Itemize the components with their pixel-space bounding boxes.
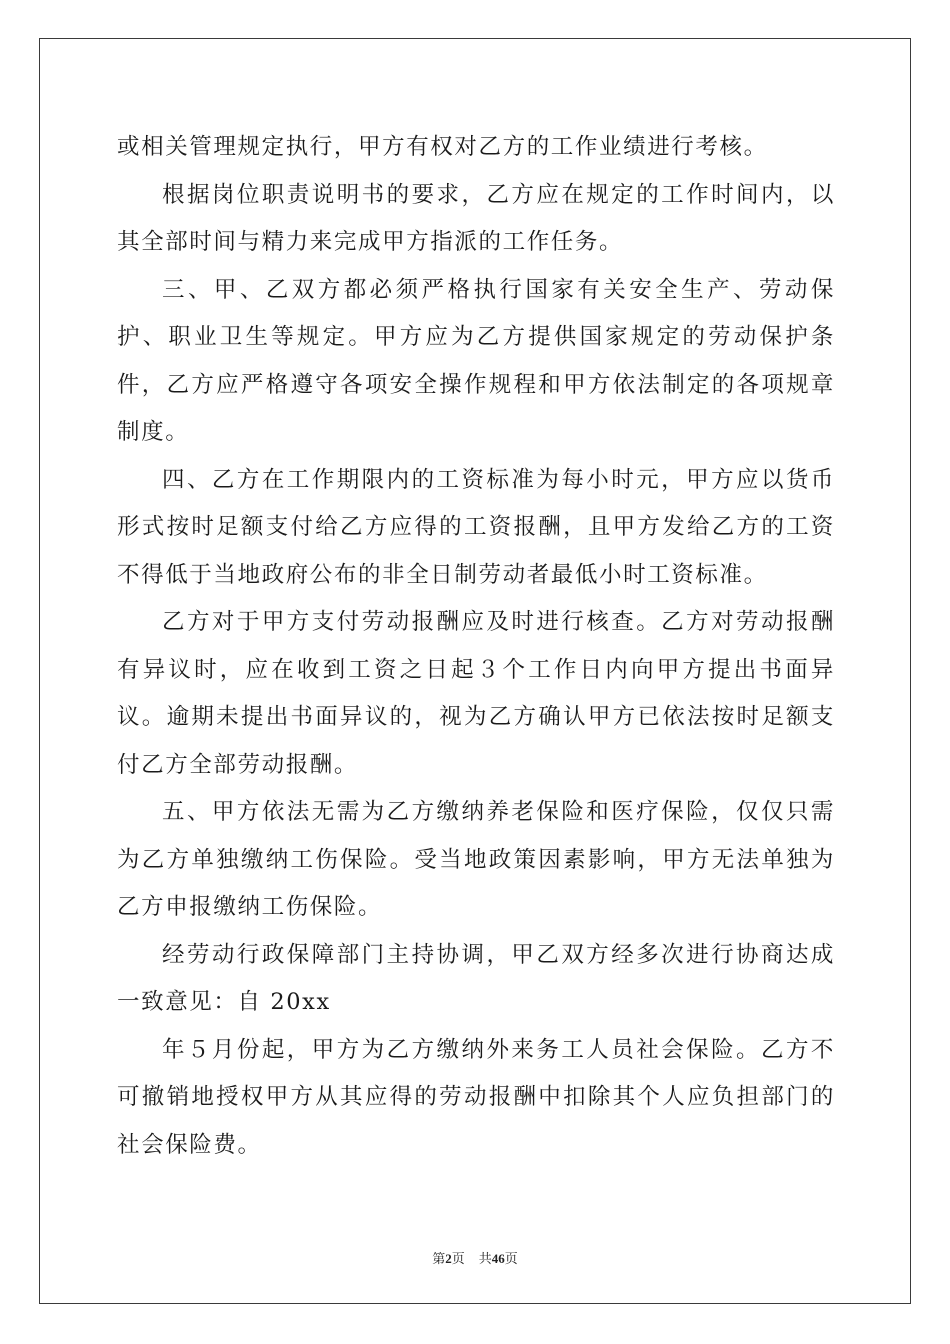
paragraph-2: 根据岗位职责说明书的要求，乙方应在规定的工作时间内，以其全部时间与精力来完成甲方指派的工作任务。 [117,181,835,255]
footer-total-prefix: 共 [478,1251,492,1266]
paragraph-7: 经劳动行政保障部门主持协调，甲乙双方经多次进行协商达成一致意见：自 20xx [117,941,835,1015]
document-body [117,124,835,1169]
paragraph-3: 三、甲、乙双方都必须严格执行国家有关安全生产、劳动保护、职业卫生等规定。甲方应为乙方提供国家规定的劳动保护条件，乙方应严格遵守各项安全操作规程和甲方依法制定的各项规章制度。 [117,276,835,445]
footer-total-suffix: 页 [504,1251,518,1266]
page-footer [0,1248,950,1267]
paragraph-6: 五、甲方依法无需为乙方缴纳养老保险和医疗保险，仅仅只需为乙方单独缴纳工伤保险。受当地政策因素影响，甲方无法单独为乙方申报缴纳工伤保险。 [117,799,835,920]
paragraph-5: 乙方对于甲方支付劳动报酬应及时进行核查。乙方对劳动报酬有异议时，应在收到工资之日起３个工作日内向甲方提出书面异议。逾期未提出书面异议的，视为乙方确认甲方已依法按时足额支付乙方全部劳动报酬。 [117,609,835,778]
paragraph-8: 年５月份起，甲方为乙方缴纳外来务工人员社会保险。乙方不可撤销地授权甲方从其应得的劳动报酬中扣除其个人应负担部门的社会保险费。 [117,1036,835,1158]
footer-total-pages: 46 [491,1251,505,1266]
paragraph-4: 四、乙方在工作期限内的工资标准为每小时元，甲方应以货币形式按时足额支付给乙方应得的工资报酬，且甲方发给乙方的工资不得低于当地政府公布的非全日制劳动者最低小时工资标准。 [117,466,835,588]
footer-page-number: 2 [445,1251,452,1266]
footer-page-prefix: 第 [432,1251,446,1266]
footer-page-suffix: 页 [451,1251,465,1266]
paragraph-1: 或相关管理规定执行，甲方有权对乙方的工作业绩进行考核。 [117,134,768,160]
